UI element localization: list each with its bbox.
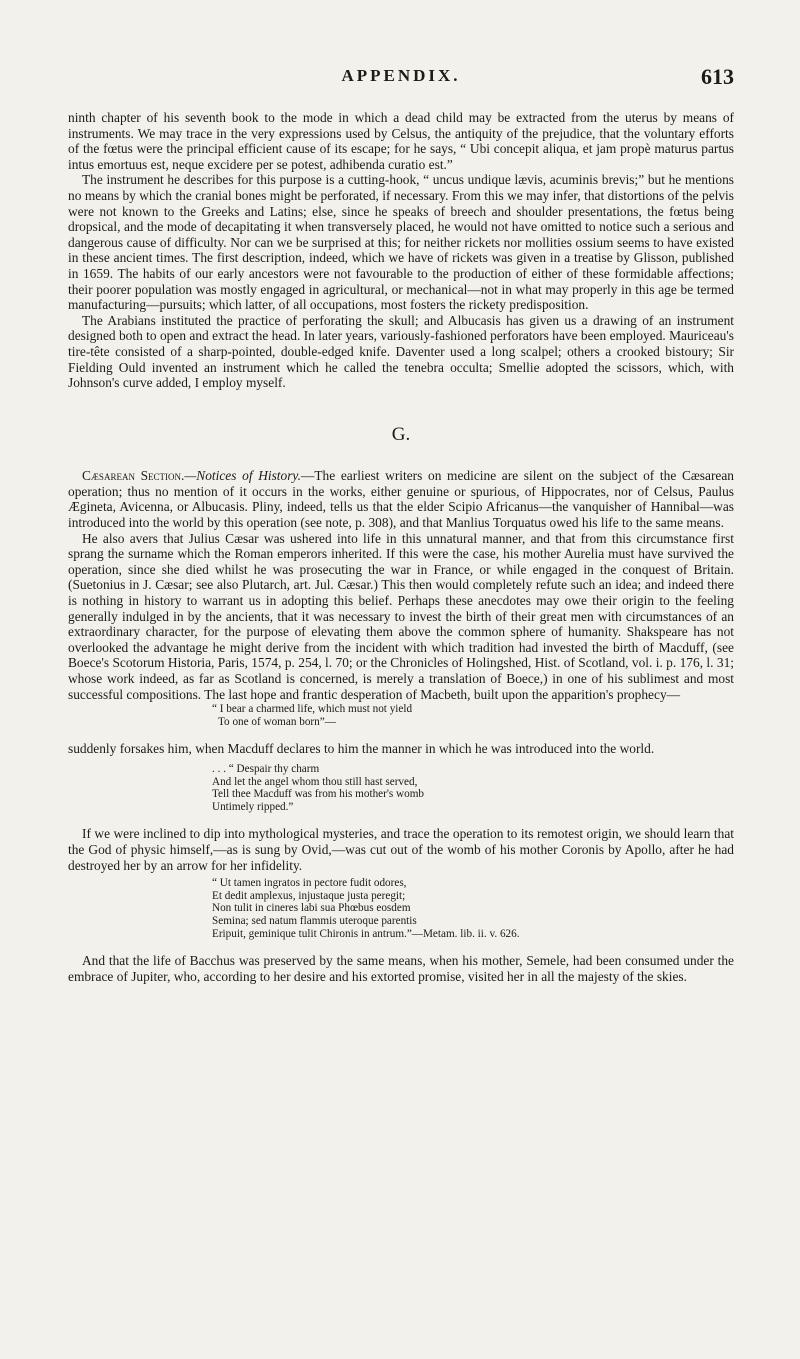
paragraph: And that the life of Bacchus was preserved by the same means, when his mother, Semele, had been consumed under the embrace of Jupiter, who, according to her desire and his extorted promise, visited her in all the majesty of the skies. [68, 953, 734, 984]
quote-line: Et dedit amplexus, injustaque justa peregit; [212, 889, 406, 902]
quote-line: . . . “ Despair thy charm [212, 762, 320, 775]
section-letter: G. [391, 423, 411, 445]
running-head [68, 64, 734, 92]
quote-block [68, 703, 734, 728]
quote-line: And let the angel whom thou still hast served, [212, 775, 418, 788]
paragraph: The Arabians instituted the practice of perforating the skull; and Albucasis has given us a drawing of an instrument designed both to open and extract the head. In later years, variously-fashioned perforators have been employed. Mauriceau's tire-tête consisted of a sharp-pointed, double-edged knife. Daventer used a long scalpel; others a crooked bistoury; Sir Fielding Ould invented an instrument which he called the tenebra occulta; Smellie adopted the scissors, which, with Johnson's curve added, I employ myself. [68, 312, 734, 391]
page-body [68, 110, 734, 984]
quote-line: Untimely ripped.” [212, 800, 294, 813]
page-number: 613 [701, 64, 734, 89]
quote-line: Tell thee Macduff was from his mother's womb [212, 788, 424, 801]
section-subheading: —Notices of History. [184, 468, 301, 484]
section-heading: Cæsarean Section. [82, 468, 185, 484]
quote-line: “ Ut tamen ingratos in pectore fudit odores, [212, 877, 407, 890]
quote-line: Non tulit in cineres labi sua Phœbus eosdem [212, 902, 411, 915]
quote-line: Eripuit, geminique tulit Chironis in antrum.”—Metam. lib. ii. v. 626. [212, 927, 520, 940]
paragraph: If we were inclined to dip into mythological mysteries, and trace the operation to its remotest origin, we should learn that the God of physic himself,—as is sung by Ovid,—was cut out of the womb of his mother Coronis by Apollo, after he had destroyed her by an arrow for her infidelity. [68, 826, 734, 873]
quote-block [68, 877, 734, 940]
paragraph: ninth chapter of his seventh book to the mode in which a dead child may be extracted from the uterus by means of instruments. We may trace in the very expressions used by Celsus, the antiquity of the prejudice, that the voluntary efforts of the fœtus were the principal efficient cause of its escape; for he says, “ Ubi concepit aliqua, et jam propè maturus partus intus emortuus est, neque excidere per se potest, adhibenda curatio est.” [68, 110, 734, 172]
section-first-text: —The earliest writers on medicine are silent on the subject of the Cæsarean operation; thus no mention of it occurs in the works, either genuine or spurious, of Hippocrates, nor of Celsus, Paulus Ægineta, Avicenna, or Albucasis. Pliny, indeed, tells us that the elder Scipio Africanus—the vanquisher of Hannibal—was introduced into the world by this operation (see note, p. 308), and that Manlius Torquatus owed his life to the same means. [68, 468, 734, 531]
paragraph: He also avers that Julius Cæsar was ushered into life in this unnatural manner, and that from this circumstance first sprang the surname which the Roman emperors inherited. If this were the case, his mother Aurelia must have survived the operation, since she died whilst he was prosecuting the war in France, or while engaged in the conquest of Britain. (Suetonius in J. Cæsar; see also Plutarch, art. Jul. Cæsar.) This then would completely refute such an idea; and indeed there is nothing in history to warrant us in adopting this belief. Perhaps these anecdotes may owe their origin to the feeling generally indulged in by the ancients, that it was necessary to invest the birth of their great men with circumstances of an extraordinary character, for the purpose of elevating them above the common sphere of humanity. Shakspeare has not overlooked the advantage he might derive from the incident with which tradition had invested the birth of Macduff, (see Boece's Scotorum Historia, Paris, 1574, p. 254, l. 70; or the Chronicles of Holingshed, Hist. of Scotland, vol. i. p. 176, l. 31; whose work indeed, as far as Scotland is concerned, is merely a translation of Boece,) in one of his sublimest and most successful compositions. The last hope and frantic desperation of Macbeth, built upon the apparition's prophecy— [68, 530, 734, 702]
quote-line: “ I bear a charmed life, which must not yield [212, 703, 413, 716]
quote-line: To one of woman born”— [218, 715, 336, 728]
paragraph: The instrument he describes for this purpose is a cutting-hook, “ uncus undique lævis, acuminis brevis;” but he mentions no means by which the cranial bones might be perforated, if necessary. From this we may infer, that distortions of the pelvis were not known to the Greeks and Latins; else, since he speaks of breech and shoulder presentations, the fœtus being dropsical, and the mode of decapitating it when transversely placed, he would not have omitted to notice such a serious and dangerous cause of difficulty. Nor can we be surprised at this; for neither rickets nor mollities ossium seems to have existed in these ancient times. The first description, indeed, which we have of rickets was given in a treatise by Glisson, published in 1659. The habits of our early ancestors were not favourable to the production of either of these formidable affections; their poorer population was mostly engaged in agricultural, or mechanical—not in what may properly in this age be termed manufacturing—pursuits; which latter, of all occupations, most fosters the rickety predisposition. [68, 172, 734, 313]
running-head-title: APPENDIX. [341, 66, 461, 85]
quote-block [68, 763, 734, 813]
paragraph: suddenly forsakes him, when Macduff declares to him the manner in which he was introduced into the world. [68, 741, 655, 757]
section-first-paragraph [68, 468, 734, 530]
quote-line: Semina; sed natum flammis uteroque parentis [212, 914, 417, 927]
